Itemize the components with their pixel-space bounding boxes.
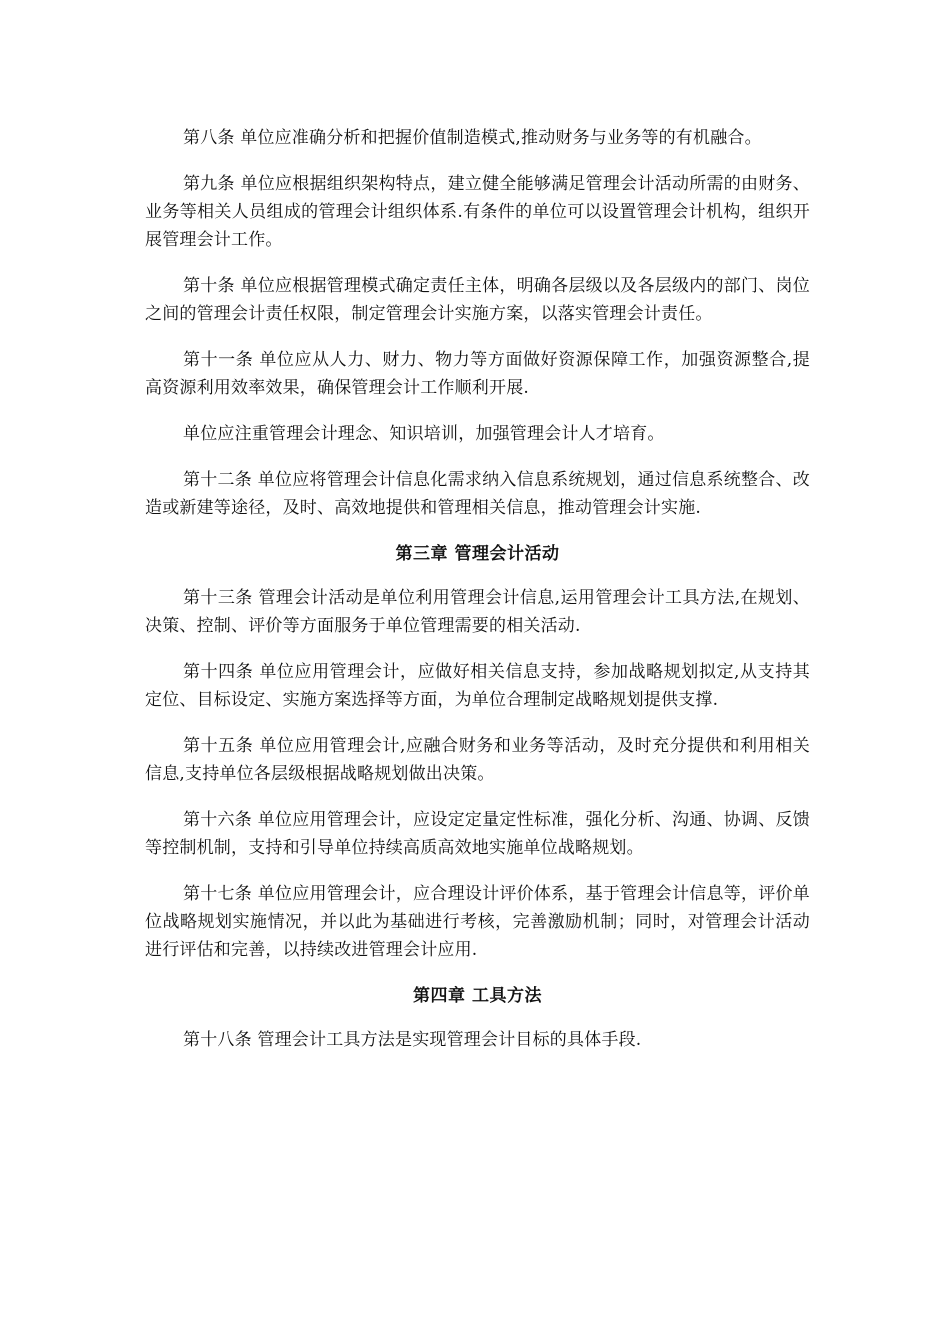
article-16: 第十六条 单位应用管理会计，应设定定量定性标准，强化分析、沟通、协调、反馈等控制机制，支持和引导单位持续高质高效地实施单位战略规划。 [145,810,810,858]
article-8: 第八条 单位应准确分析和把握价值制造模式,推动财务与业务等的有机融合。 [183,128,762,148]
chapter-3-heading: 第三章 管理会计活动 [395,544,560,564]
document-body [145,124,810,1072]
article-12: 第十二条 单位应将管理会计信息化需求纳入信息系统规划，通过信息系统整合、改造或新建等途径，及时、高效地提供和管理相关信息，推动管理会计实施. [145,470,810,518]
article-15: 第十五条 单位应用管理会计,应融合财务和业务等活动，及时充分提供和利用相关信息,支持单位各层级根据战略规划做出决策。 [145,736,810,784]
article-13: 第十三条 管理会计活动是单位利用管理会计信息,运用管理会计工具方法,在规划、决策、控制、评价等方面服务于单位管理需要的相关活动. [145,588,810,636]
article-14: 第十四条 单位应用管理会计，应做好相关信息支持，参加战略规划拟定,从支持其定位、目标设定、实施方案选择等方面，为单位合理制定战略规划提供支撑. [145,662,810,710]
article-10: 第十条 单位应根据管理模式确定责任主体，明确各层级以及各层级内的部门、岗位之间的管理会计责任权限，制定管理会计实施方案，以落实管理会计责任。 [145,276,810,324]
article-18: 第十八条 管理会计工具方法是实现管理会计目标的具体手段. [183,1030,642,1050]
article-11-note: 单位应注重管理会计理念、知识培训，加强管理会计人才培育。 [183,424,665,444]
article-9: 第九条 单位应根据组织架构特点，建立健全能够满足管理会计活动所需的由财务、业务等相关人员组成的管理会计组织体系.有条件的单位可以设置管理会计机构，组织开展管理会计工作。 [145,174,810,250]
article-17: 第十七条 单位应用管理会计，应合理设计评价体系，基于管理会计信息等，评价单位战略规划实施情况，并以此为基础进行考核，完善激励机制；同时，对管理会计活动进行评估和完善，以持续改进管理会计应用. [145,884,810,960]
article-11: 第十一条 单位应从人力、财力、物力等方面做好资源保障工作，加强资源整合,提高资源利用效率效果，确保管理会计工作顺利开展. [145,350,810,398]
chapter-4-heading: 第四章 工具方法 [413,986,542,1006]
